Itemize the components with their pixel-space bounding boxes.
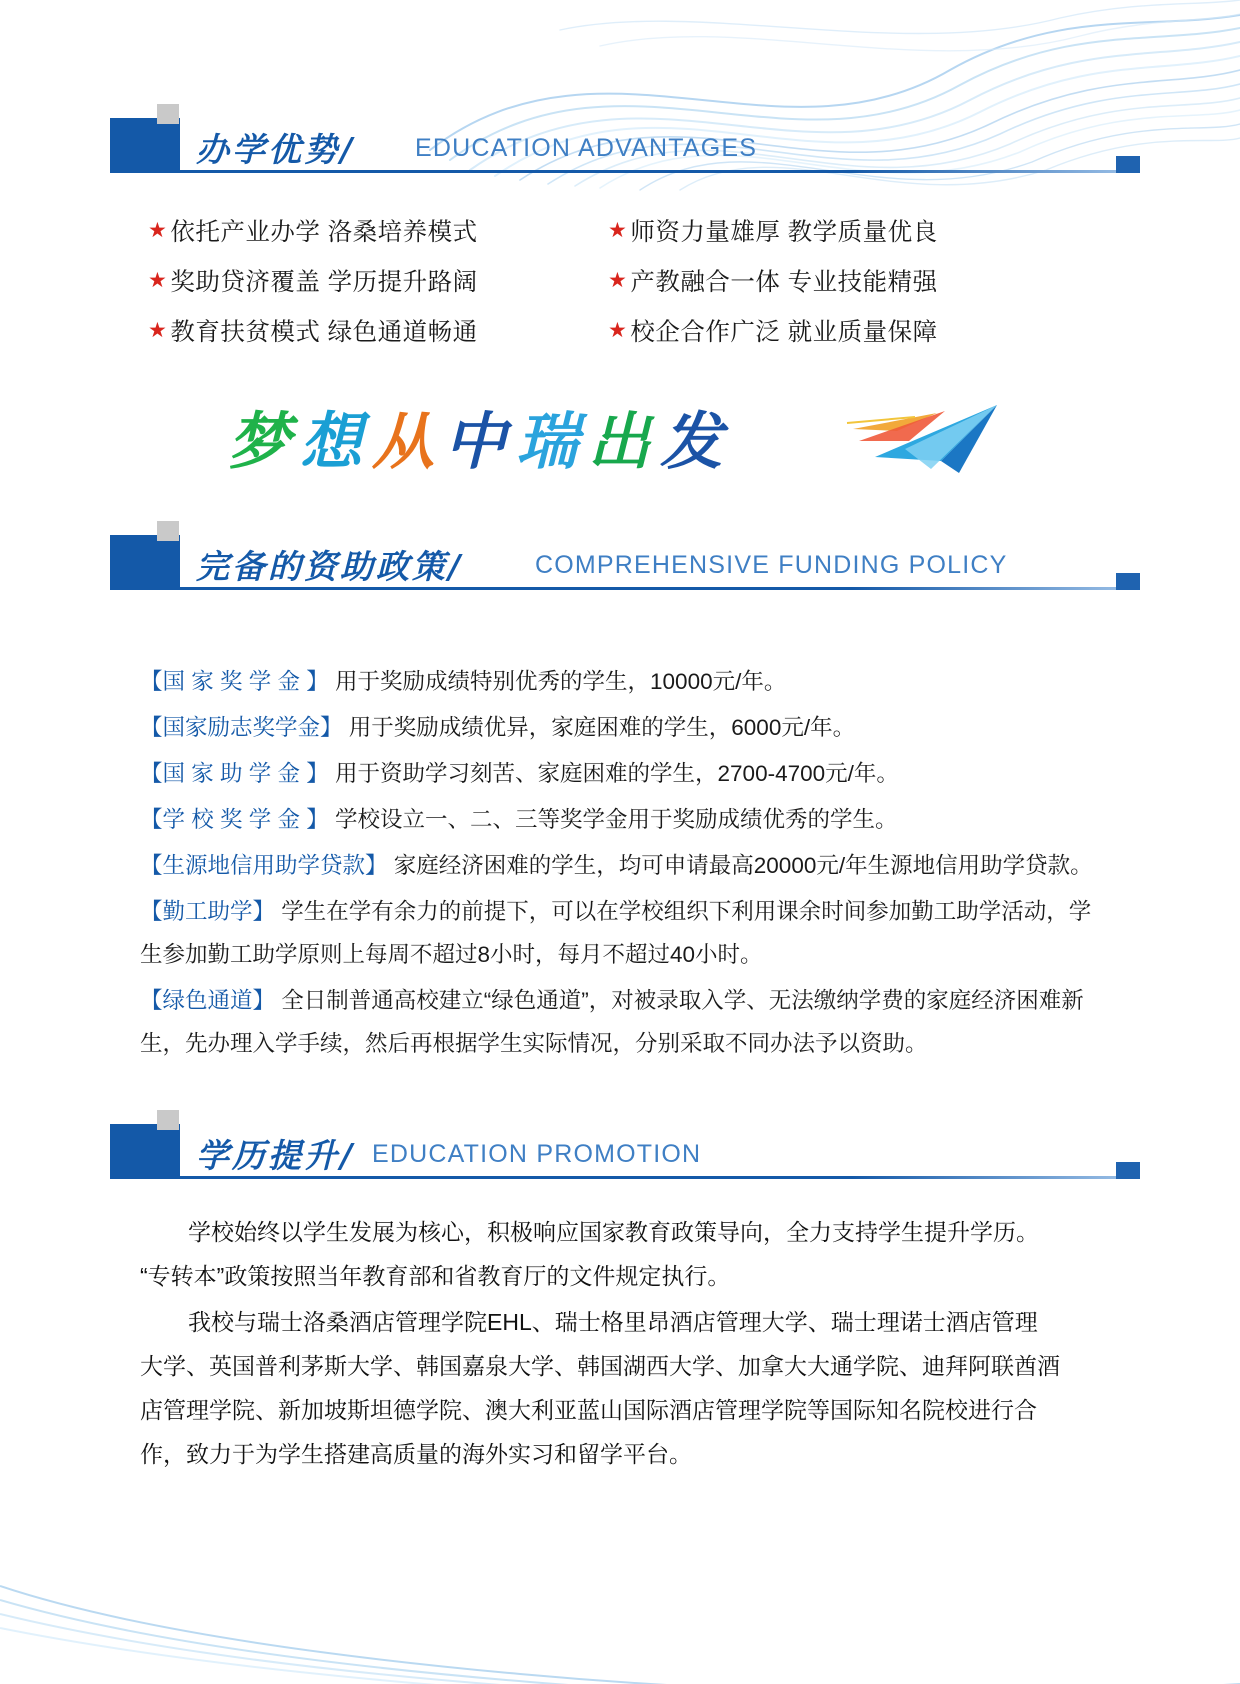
- section-header-education-promotion: [110, 1124, 1140, 1186]
- section-header-education-advantages: [110, 118, 1140, 180]
- promotion-body: [140, 1210, 1060, 1478]
- section-title-en: EDUCATION PROMOTION: [372, 1140, 702, 1168]
- funding-item: [140, 660, 1100, 703]
- section-title-en: COMPREHENSIVE FUNDING POLICY: [535, 551, 1008, 579]
- header-endcap: [1116, 573, 1140, 590]
- funding-item-text: 学校设立一、二、三等奖学金用于奖励成绩优秀的学生。: [335, 807, 898, 832]
- funding-item-text: 全日制普通高校建立“绿色通道”，对被录取入学、无法缴纳学费的家庭经济困难新生，先办理入学手续，然后再根据学生实际情况，分别采取不同办法予以资助。: [140, 988, 1084, 1056]
- advantage-item: [608, 213, 1068, 248]
- paper-plane-icon: [845, 395, 1005, 485]
- star-icon: ★: [148, 318, 168, 342]
- funding-item-tag: 【国 家 助 学 金 】: [140, 761, 329, 786]
- top-wave-decoration: [0, 0, 1240, 230]
- header-square-accent: [157, 1110, 179, 1130]
- advantages-row: [148, 255, 1068, 305]
- funding-item-text: 学生在学有余力的前提下，可以在学校组织下利用课余时间参加勤工助学活动，学生参加勤工助学原则上每周不超过8小时，每月不超过40小时。: [140, 899, 1092, 967]
- header-square-accent: [157, 521, 179, 541]
- slogan-char: 想: [300, 405, 373, 478]
- header-endcap: [1116, 1162, 1140, 1179]
- funding-item-text: 家庭经济困难的学生，均可申请最高20000元/年生源地信用助学贷款。: [393, 853, 1093, 878]
- promotion-paragraph: 我校与瑞士洛桑酒店管理学院EHL、瑞士格里昂酒店管理大学、瑞士理诺士酒店管理大学、英国普利茅斯大学、韩国嘉泉大学、韩国湖西大学、加拿大大通学院、迪拜阿联酋酒店管理学院、新加坡斯坦德学院、澳大利亚蓝山国际酒店管理学院等国际知名院校进行合作，致力于为学生搭建高质量的海外实习和留学平台。: [140, 1309, 1060, 1467]
- advantages-row: [148, 205, 1068, 255]
- section-title-cn: 完备的资助政策/: [196, 547, 464, 586]
- slogan-char: 发: [660, 405, 733, 478]
- star-icon: ★: [608, 268, 628, 292]
- funding-item-tag: 【勤工助学】: [140, 899, 276, 924]
- funding-item-text: 用于奖励成绩优异，家庭困难的学生，6000元/年。: [348, 715, 856, 740]
- funding-item-tag: 【学 校 奖 学 金 】: [140, 807, 329, 832]
- slogan-char: 梦: [228, 405, 301, 478]
- funding-item: [140, 979, 1100, 1065]
- star-icon: ★: [148, 218, 168, 242]
- funding-item-text: 用于资助学习刻苦、家庭困难的学生，2700-4700元/年。: [335, 761, 899, 786]
- slogan-char: 瑞: [516, 405, 589, 478]
- slogan-text: [228, 392, 732, 481]
- advantage-item: [148, 213, 608, 248]
- header-bar: [110, 1124, 180, 1176]
- advantage-label: 校企合作广泛 就业质量保障: [630, 318, 938, 346]
- funding-item: [140, 752, 1100, 795]
- advantage-item: [148, 263, 608, 298]
- advantages-grid: [148, 205, 1068, 355]
- header-endcap: [1116, 156, 1140, 173]
- star-icon: ★: [608, 218, 628, 242]
- advantage-label: 师资力量雄厚 教学质量优良: [630, 218, 938, 246]
- funding-item-text: 用于奖励成绩特别优秀的学生，10000元/年。: [335, 669, 787, 694]
- header-bar: [110, 535, 180, 587]
- advantages-row: [148, 305, 1068, 355]
- advantage-label: 教育扶贫模式 绿色通道畅通: [170, 318, 478, 346]
- slogan-char: 出: [588, 405, 661, 478]
- advantage-label: 奖助贷济覆盖 学历提升路阔: [170, 268, 478, 296]
- funding-item: [140, 844, 1100, 887]
- bottom-wave-decoration: [0, 1534, 1240, 1684]
- slogan-char: 从: [372, 405, 445, 478]
- advantage-item: [608, 313, 1068, 348]
- star-icon: ★: [148, 268, 168, 292]
- star-icon: ★: [608, 318, 628, 342]
- section-header-funding-policy: [110, 535, 1140, 597]
- funding-item: [140, 706, 1100, 749]
- funding-item-tag: 【国家励志奖学金】: [140, 715, 343, 740]
- header-bar: [110, 118, 180, 170]
- funding-item-tag: 【国 家 奖 学 金 】: [140, 669, 329, 694]
- header-square-accent: [157, 104, 179, 124]
- funding-item-tag: 【绿色通道】: [140, 988, 276, 1013]
- section-title-cn: 学历提升/: [196, 1136, 356, 1175]
- funding-item: [140, 798, 1100, 841]
- slogan-char: 中: [444, 405, 517, 478]
- advantage-item: [608, 263, 1068, 298]
- advantage-item: [148, 313, 608, 348]
- funding-item-tag: 【生源地信用助学贷款】: [140, 853, 388, 878]
- section-title-cn: 办学优势/: [196, 130, 356, 169]
- advantage-label: 依托产业办学 洛桑培养模式: [170, 218, 478, 246]
- funding-policy-list: [140, 660, 1100, 1068]
- promotion-paragraph: 学校始终以学生发展为核心，积极响应国家教育政策导向，全力支持学生提升学历。“专转本”政策按照当年教育部和省教育厅的文件规定执行。: [140, 1219, 1039, 1289]
- funding-item: [140, 890, 1100, 976]
- section-title-en: EDUCATION ADVANTAGES: [415, 134, 758, 162]
- advantage-label: 产教融合一体 专业技能精强: [630, 268, 938, 296]
